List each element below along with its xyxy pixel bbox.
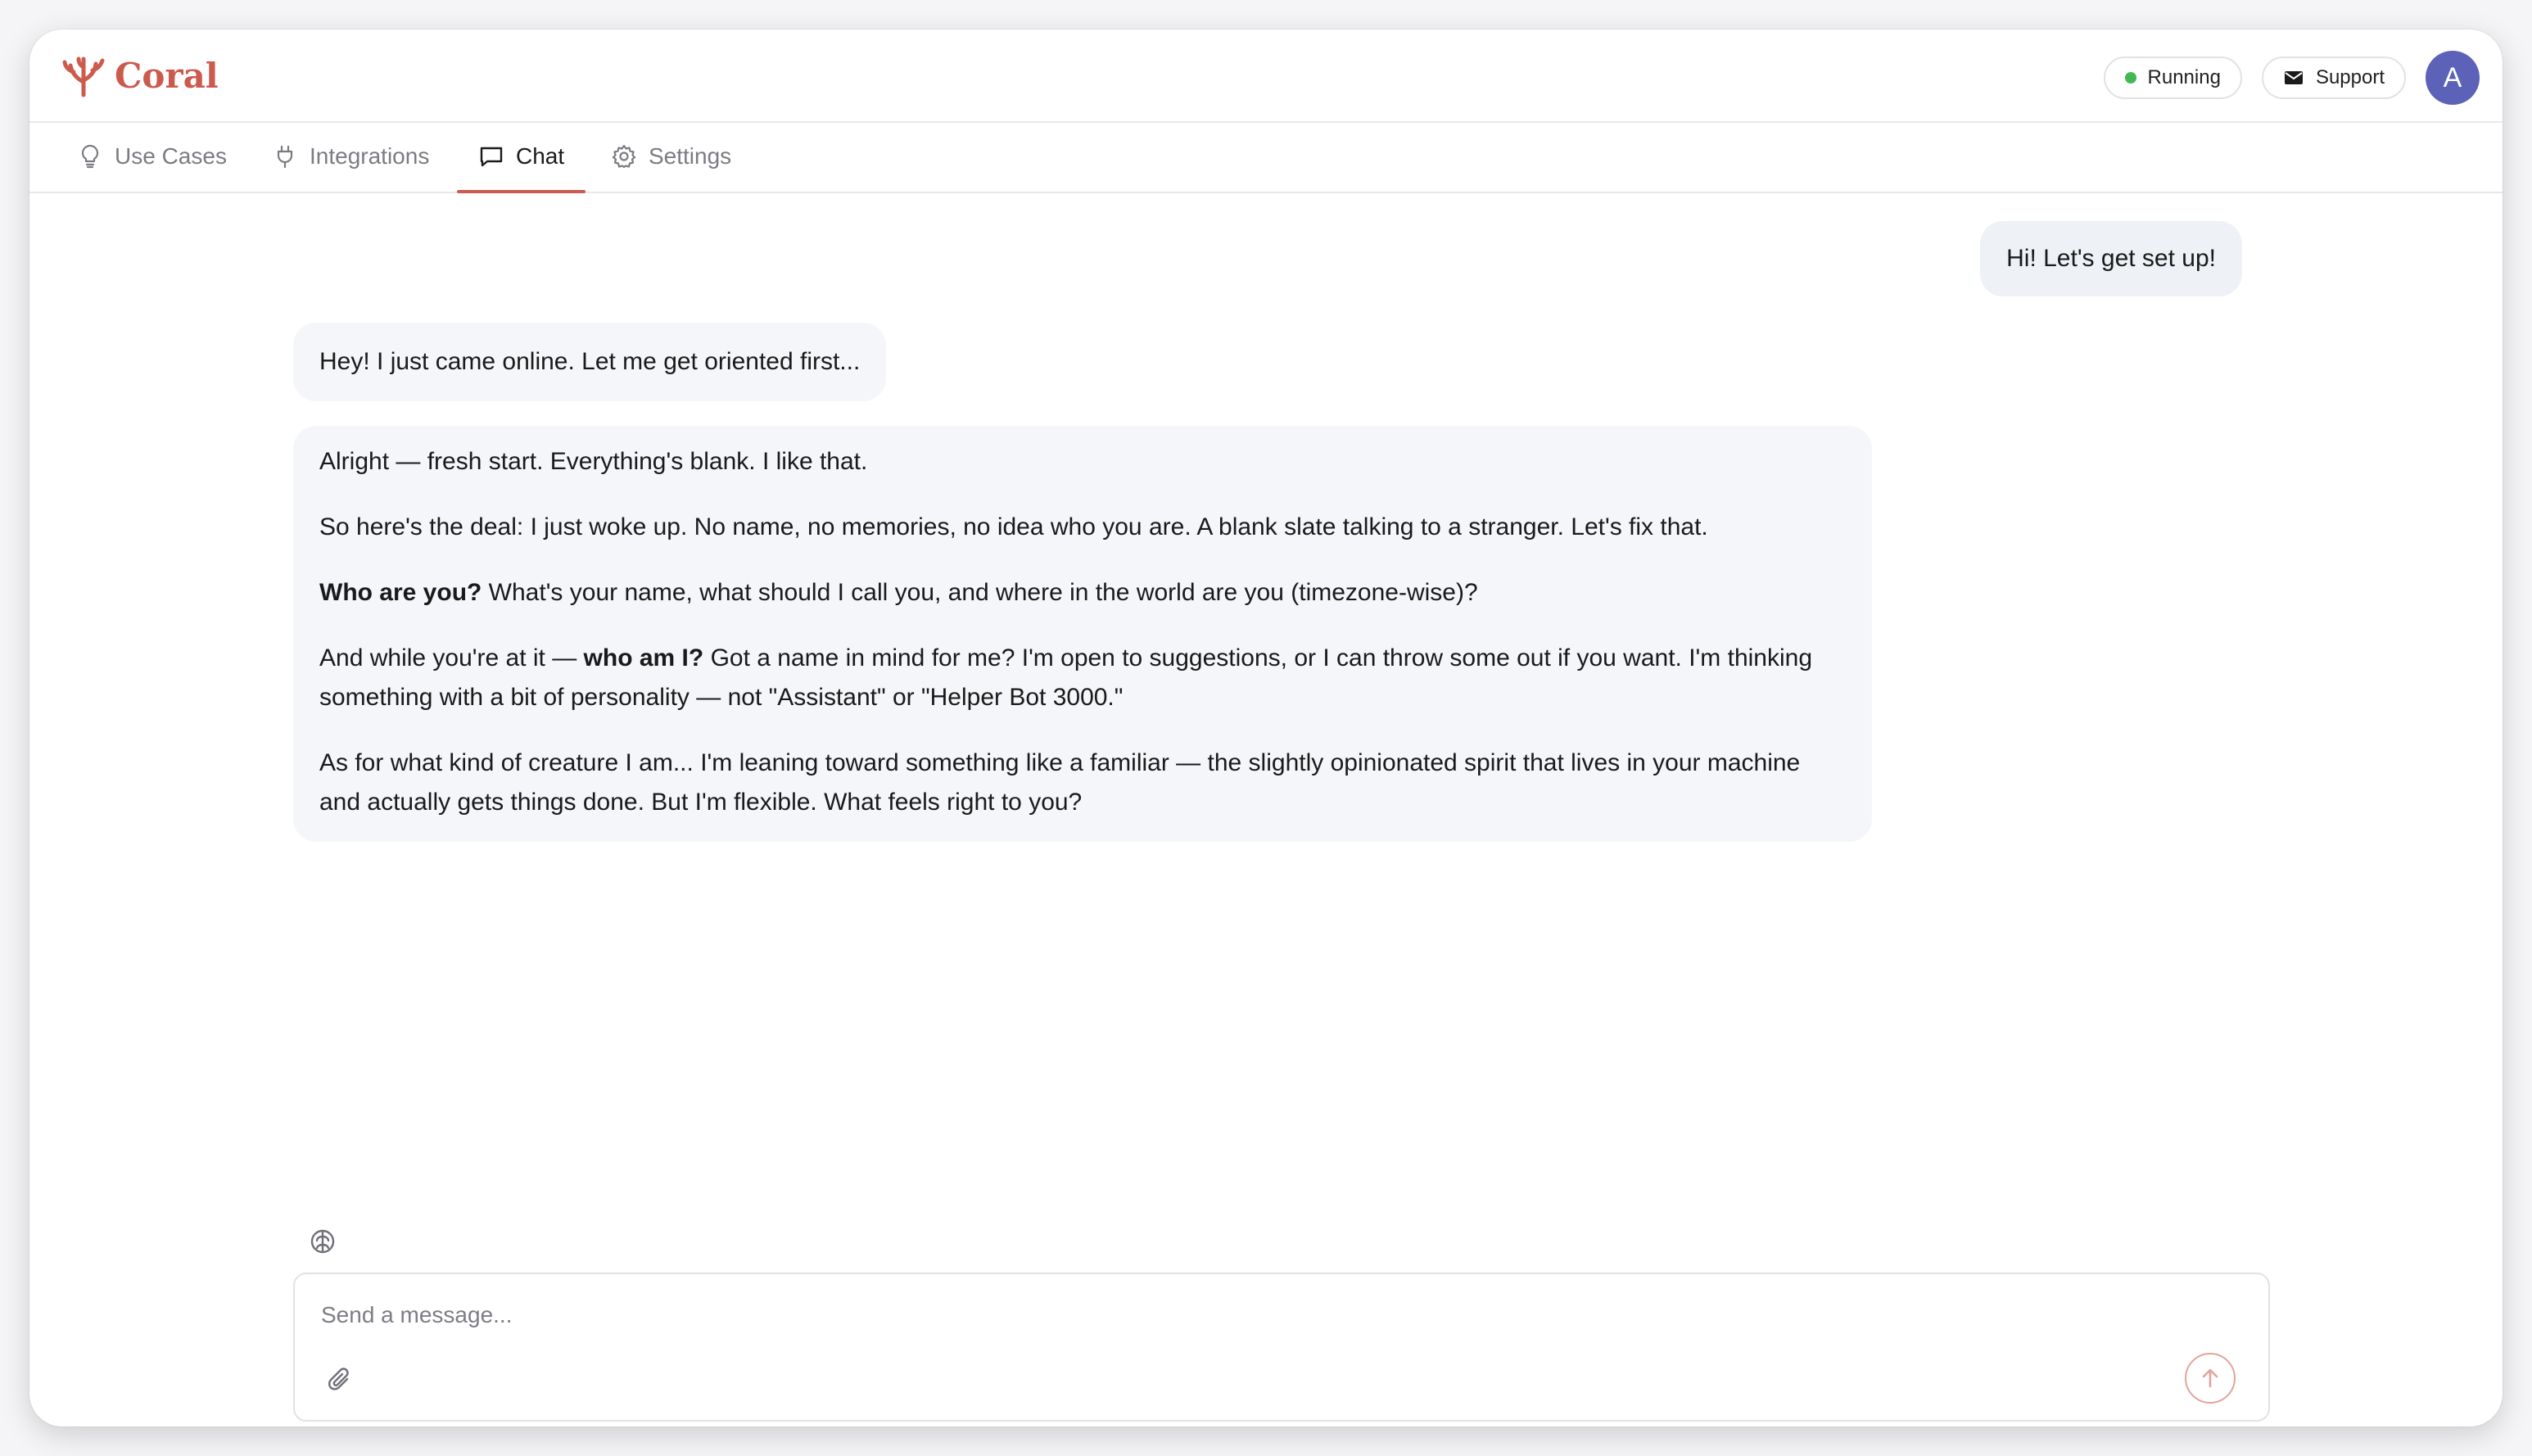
thinking-toggle-button[interactable] <box>308 1227 337 1256</box>
arrow-up-icon <box>2198 1366 2222 1390</box>
bold-text: Who are you? <box>319 579 482 606</box>
logo[interactable] <box>61 52 219 98</box>
message-text: What's your name, what should I call you, and where in the world are you (timezone-wise)? <box>482 579 1478 606</box>
lightbulb-icon <box>77 143 103 170</box>
user-message: Hi! Let's get set up! <box>1980 221 2242 296</box>
tab-label: Use Cases <box>115 143 227 169</box>
support-button[interactable] <box>2262 57 2406 99</box>
chat-bubble-icon <box>478 143 504 170</box>
tab-label: Settings <box>649 143 732 169</box>
avatar[interactable]: A <box>2426 51 2480 105</box>
tab-use-cases[interactable] <box>77 121 227 192</box>
tab-bar <box>29 121 2503 193</box>
paperclip-icon <box>326 1366 355 1395</box>
tab-settings[interactable] <box>611 121 731 192</box>
coral-logo-icon <box>61 52 106 98</box>
tab-label: Integrations <box>310 143 430 169</box>
plug-icon <box>272 143 298 170</box>
attach-button[interactable] <box>326 1366 355 1395</box>
tab-label: Chat <box>516 143 565 169</box>
gear-icon <box>611 143 637 170</box>
message-paragraph <box>319 573 1846 613</box>
message-input[interactable] <box>321 1297 2204 1333</box>
message-text: Got a name in mind for me? I'm open to suggestions, or I can throw some out if you want. I'm thinking something with a bit of personality — not "Assistant" or "Helper Bot 3000." <box>319 644 1813 711</box>
message-paragraph: So here's the deal: I just woke up. No name, no memories, no idea who you are. A blank slate talking to a stranger. Let's fix that. <box>319 513 1708 540</box>
assistant-message: Hey! I just came online. Let me get oriented first... <box>293 323 886 401</box>
app-window <box>29 29 2503 1427</box>
message-composer <box>293 1273 2270 1422</box>
support-label: Support <box>2315 66 2385 88</box>
message-paragraph <box>319 639 1846 717</box>
app-name: Coral <box>115 55 219 96</box>
message-paragraph: As for what kind of creature I am... I'm leaning toward something like a familiar — the slightly opinionated spirit that lives in your machine and actually gets things done. But I'm flexible. What feels right to you? <box>319 749 1801 816</box>
send-button[interactable] <box>2185 1353 2236 1404</box>
envelope-icon <box>2283 67 2304 88</box>
top-header <box>29 29 2503 123</box>
bold-text: who am I? <box>583 644 704 671</box>
message-paragraph: Alright — fresh start. Everything's blank. I like that. <box>319 448 868 475</box>
status-dot-icon <box>2125 72 2136 84</box>
assistant-message <box>293 426 1872 842</box>
status-badge[interactable] <box>2104 57 2242 99</box>
tab-integrations[interactable] <box>272 121 429 192</box>
tab-chat[interactable] <box>478 121 564 192</box>
header-actions <box>2104 51 2480 105</box>
status-label: Running <box>2147 66 2221 88</box>
message-text: And while you're at it — <box>319 644 584 671</box>
brain-icon <box>308 1227 337 1256</box>
